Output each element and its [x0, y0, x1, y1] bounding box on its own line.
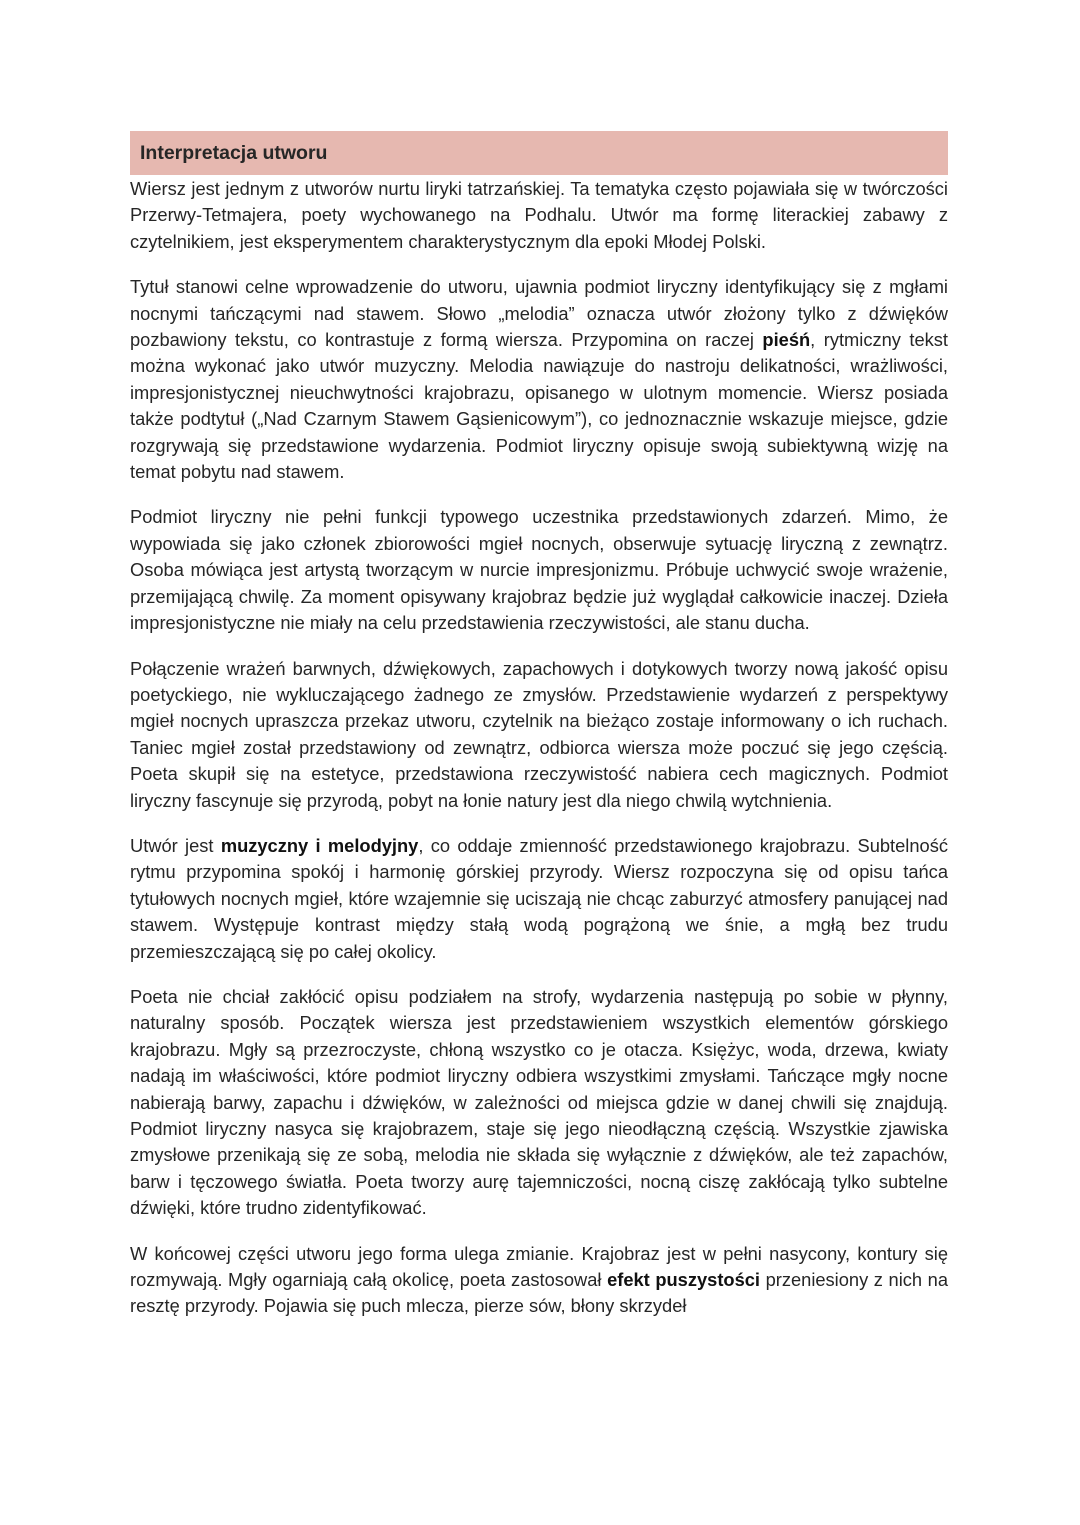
section-heading-band [130, 131, 948, 175]
bold-text: muzyczny i melodyjny [220, 834, 419, 856]
document-body [130, 176, 948, 1320]
paragraph [130, 833, 948, 965]
text-run: Poeta nie chciał zakłócić opisu podziałem na strofy, wydarzenia następują po sobie w płynny, naturalny sposób. Początek wiersza jest przedstawieniem wszystkich elementów górskiego krajobrazu. Mgły są przezroczyste, chłoną wszystko co je otacza. Księżyc, woda, drzewa, kwiaty nadają im właściwości, które podmiot liryczny odbiera wszystkimi zmysłami. Tańczące mgły nocne nabierają barwy, zapachu i dźwięków, w zależności od miejsca gdzie w danej chwili się znajdują. Podmiot liryczny nasyca się krajobrazem, staje się jego nieodłączną częścią. Wszystkie zjawiska zmysłowe przenikają się ze sobą, melodia nie składa się wyłącznie z dźwięków, ale też zapachów, barw i tęczowego światła. Poeta tworzy aurę tajemniczości, nocną ciszę zakłócają tylko subtelne dźwięki, które trudno zidentyfikować. [130, 985, 948, 1219]
text-run: , rytmiczny tekst można wykonać jako utwór muzyczny. Melodia nawiązuje do nastroju delikatności, wrażliwości, impresjonistycznej nieuchwytności krajobrazu, opisanego w ulotnym momencie. Wiersz posiada także podtytuł („Nad Czarnym Stawem Gąsienicowym”), co jednoznacznie wskazuje miejsce, gdzie rozgrywają się przedstawione wydarzenia. Podmiot liryczny opisuje swoją subiektywną wizję na temat pobytu nad stawem. [130, 329, 948, 483]
paragraph [130, 176, 948, 255]
text-run: Wiersz jest jednym z utworów nurtu liryki tatrzańskiej. Ta tematyka często pojawiała się w twórczości Przerwy-Tetmajera, poety wychowanego na Podhalu. Utwór ma formę literackiej zabawy z czytelnikiem, jest eksperymentem charakterystycznym dla epoki Młodej Polski. [130, 178, 948, 252]
text-run: Tytuł stanowi celne wprowadzenie do utworu, ujawnia podmiot liryczny identyfikujący się z mgłami nocnymi tańczącymi nad stawem. Słowo „melodia” oznacza utwór złożony tylko z dźwięków pozbawiony tekstu, co kontrastuje z formą wiersza. Przypomina on raczej [130, 276, 948, 351]
text-run: przeniesiony z nich na resztę przyrody. Pojawia się puch mlecza, pierze sów, błony skrzydeł [130, 1269, 949, 1317]
section-heading: Interpretacja utworu [140, 141, 328, 164]
text-run: W końcowej części utworu jego forma ulega zmianie. Krajobraz jest w pełni nasycony, kontury się rozmywają. Mgły ogarniają całą okolicę, poeta zastosował [130, 1242, 948, 1291]
text-run: Połączenie wrażeń barwnych, dźwiękowych, zapachowych i dotykowych tworzy nową jakość opisu poetyckiego, nie wykluczającego żadnego ze zmysłów. Przedstawienie wydarzeń z perspektywy mgieł nocnych upraszcza przekaz utworu, czytelnik na bieżąco zostaje informowany o ich ruchach. Taniec mgieł został przedstawiony od zewnątrz, odbiorca wiersza może poczuć się jego częścią. Poeta skupił się na estetyce, przedstawiona rzeczywistość nabiera cech magicznych. Podmiot liryczny fascynuje się przyrodą, pobyt na łonie natury jest dla niego chwilą wytchnienia. [130, 657, 948, 811]
paragraph [130, 1241, 948, 1320]
text-run: Podmiot liryczny nie pełni funkcji typowego uczestnika przedstawionych zdarzeń. Mimo, że wypowiada się jako członek zbiorowości mgieł nocnych, obserwuje sytuację liryczną z zewnątrz. Osoba mówiąca jest artystą tworzącym w nurcie impresjonizmu. Próbuje uchwycić swoje wrażenie, przemijającą chwilę. Za moment opisywany krajobraz będzie już wyglądał całkowicie inaczej. Dzieła impresjonistyczne nie miały na celu przedstawienia rzeczywistości, ale stanu ducha. [130, 506, 948, 634]
text-run: , co oddaje zmienność przedstawionego krajobrazu. Subtelność rytmu przypomina spokój i harmonię górskiej przyrody. Wiersz rozpoczyna się od opisu tańca tytułowych nocnych mgieł, które wzajemnie się uciszają nie chcąc zaburzyć atmosfery panującej nad stawem. Występuje kontrast między stałą wodą pogrążoną we śnie, a mgłą bez trudu przemieszczającą się po całej okolicy. [130, 834, 948, 962]
paragraph [130, 504, 948, 636]
paragraph [130, 274, 948, 485]
paragraph [130, 656, 948, 814]
paragraph [130, 984, 948, 1222]
bold-text: efekt puszystości [607, 1269, 760, 1291]
bold-text: pieśń [762, 329, 811, 351]
document-page [130, 131, 948, 1339]
text-run: Utwór jest [130, 834, 221, 856]
